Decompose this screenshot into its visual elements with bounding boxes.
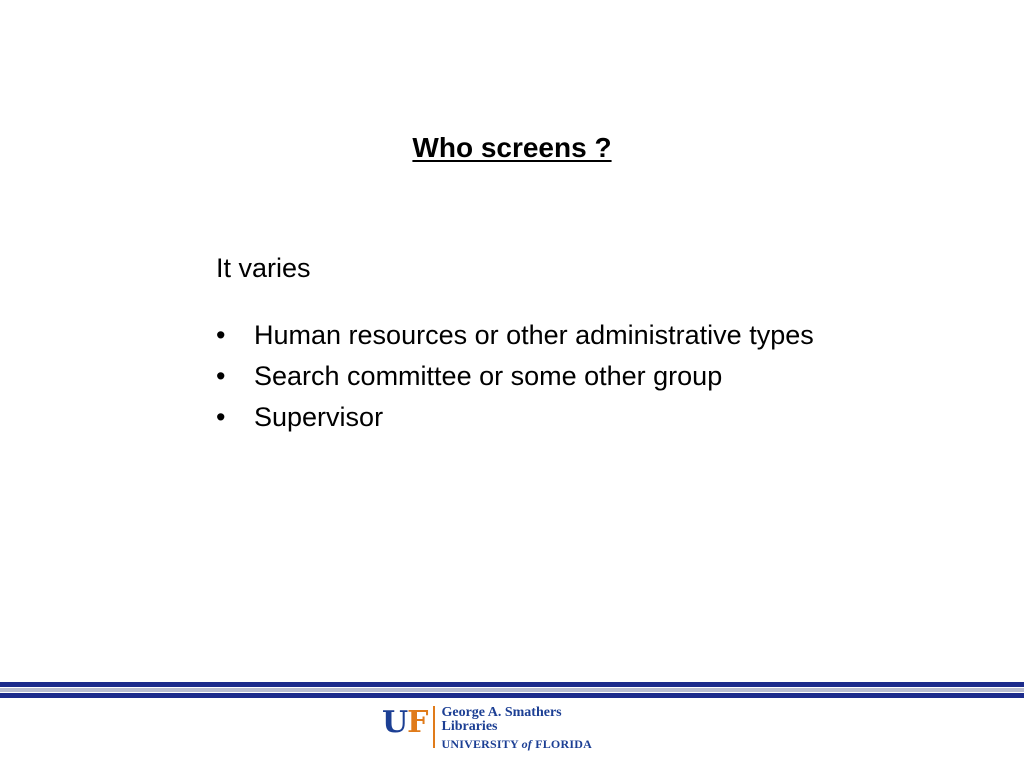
bullet-text: Human resources or other administrative types [254, 320, 814, 350]
uf-libraries-logo [382, 706, 592, 752]
uf-logo-u: U [382, 705, 408, 740]
bullet-item [216, 360, 856, 393]
slide-body [216, 252, 856, 442]
bullet-text: Supervisor [254, 402, 384, 432]
uf-logo-mark [382, 705, 428, 740]
logo-line-1: George A. Smathers [441, 705, 562, 720]
logo-line-3 [441, 737, 591, 751]
logo-divider [433, 706, 435, 748]
logo-text [441, 706, 591, 751]
uf-logo-f: F [407, 705, 428, 740]
bullet-marker: • [216, 361, 226, 391]
footer-stripe-top [0, 682, 1024, 687]
logo-line-3-b: FLORIDA [532, 737, 592, 751]
footer-stripe-middle [0, 688, 1024, 692]
slide-title: Who screens ? [412, 132, 612, 163]
bullet-marker: • [216, 402, 226, 432]
logo-line-2: Libraries [441, 719, 498, 734]
bullet-text: Search committee or some other group [254, 361, 723, 391]
logo-line-3-a: UNIVERSITY [441, 737, 522, 751]
intro-text: It varies [216, 253, 311, 283]
logo-line-3-of: of [521, 737, 532, 751]
bullet-list [216, 319, 856, 434]
bullet-item [216, 401, 856, 434]
footer-stripe-bottom [0, 693, 1024, 698]
bullet-item [216, 319, 856, 352]
bullet-marker: • [216, 320, 226, 350]
